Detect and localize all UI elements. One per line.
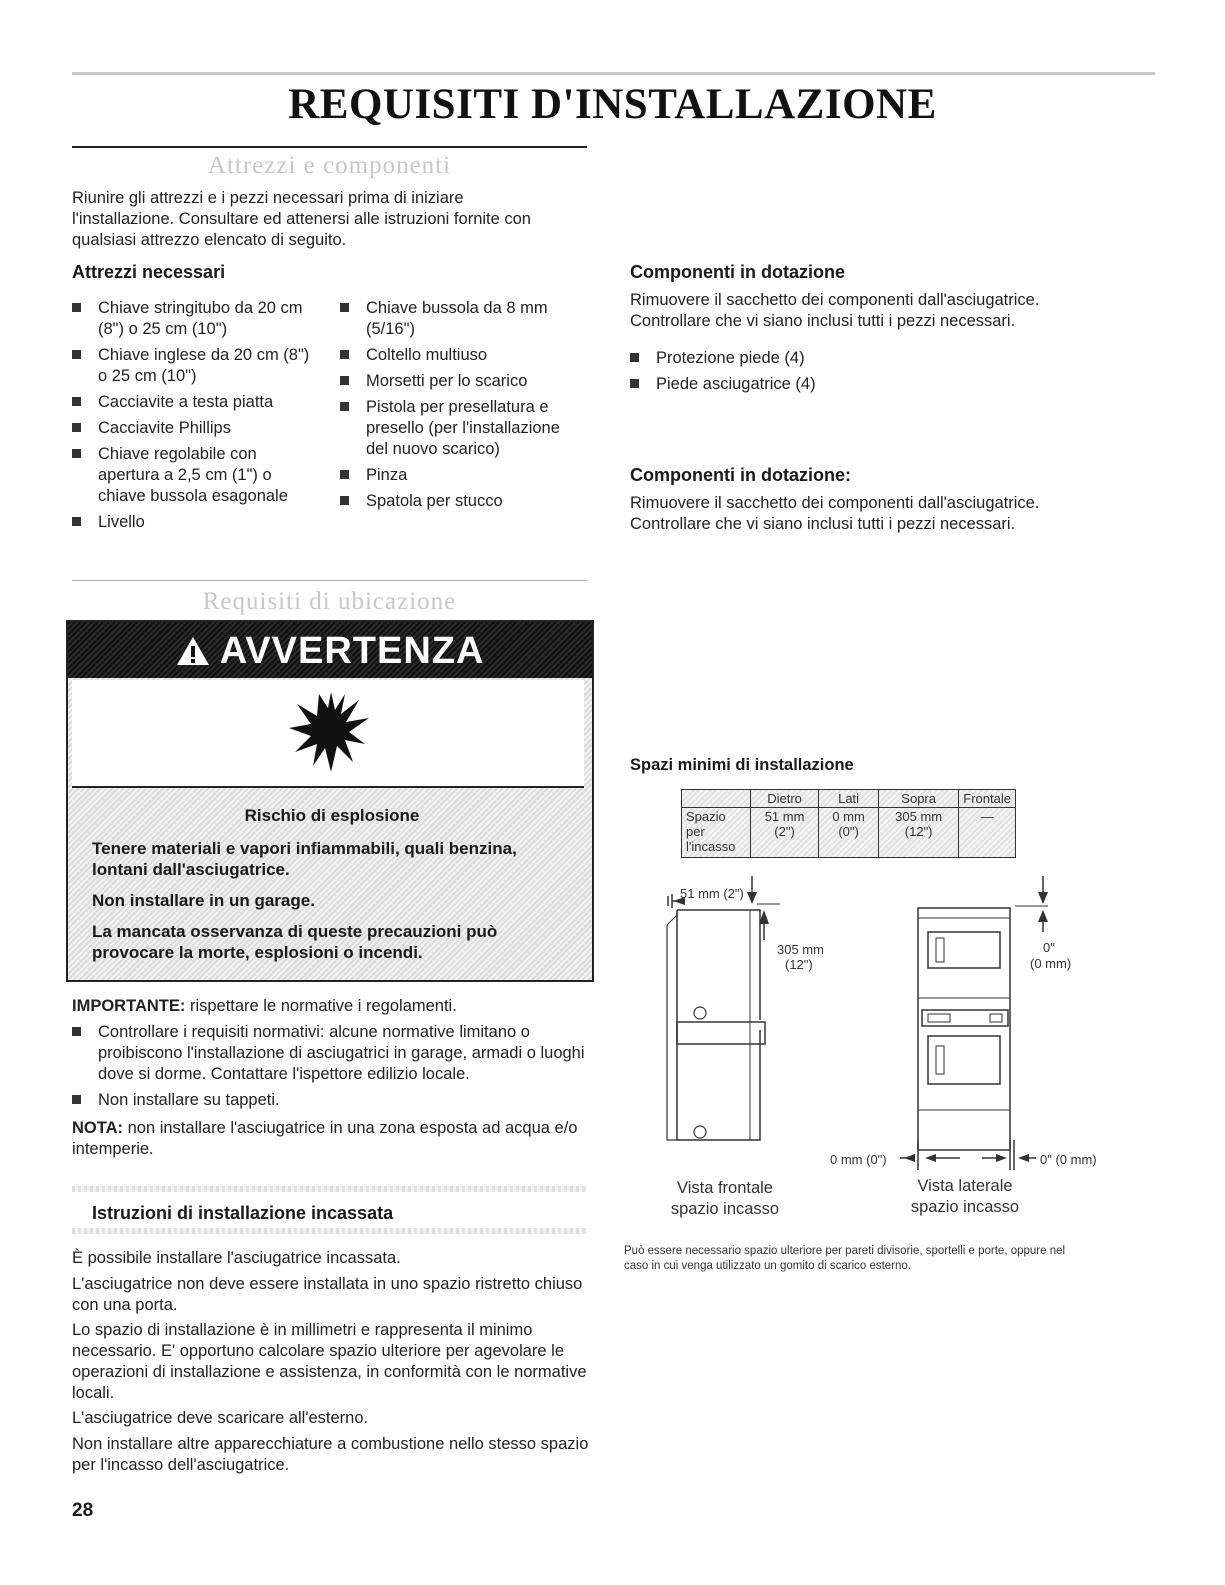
warning-subtitle: Rischio di esplosione (244, 806, 420, 825)
warning-header (68, 622, 592, 678)
important-list (72, 1022, 592, 1116)
list-item: Chiave stringitubo da 20 cm (8") o 25 cm (10") (72, 298, 322, 340)
warning-line: Non installare in un garage. (92, 891, 315, 910)
important-note: IMPORTANTE: rispettare le normative i regolamenti. (72, 997, 457, 1015)
warning-line: Tenere materiali e vapori infiammabili, quali benzina, lontani dall'asciugatrice. (92, 839, 517, 879)
recessed-heading: Istruzioni di installazione incassata (92, 1203, 394, 1223)
tools-heading: Attrezzi necessari (72, 262, 226, 282)
recessed-p3: Lo spazio di installazione è in millimetri e rappresenta il minimo necessario. E' opportuno calcolare spazio ulteriore per agevolare le operazioni di installazione e assistenza, in conformità con le normative locali. (72, 1321, 587, 1402)
dim-top-b: (12") (785, 957, 813, 972)
table-row-label: Spazio per l'incasso (682, 808, 751, 858)
recessed-p2: L'asciugatrice non deve essere installata in uno spazio ristretto chiuso con una porta. (72, 1275, 583, 1314)
dim-bottom-left: 0 mm (0") (830, 1152, 887, 1167)
table-header (682, 790, 751, 808)
list-item: Cacciavite a testa piatta (72, 392, 322, 413)
side-view-diagram (900, 870, 1070, 1170)
list-item: Livello (72, 512, 322, 533)
table-header: Lati (819, 790, 879, 808)
section-title-tools: Attrezzi e componenti (207, 152, 452, 179)
recessed-p5: Non installare altre apparecchiature a combustione nello stesso spazio per l'incasso dell'asciugatrice. (72, 1435, 589, 1474)
recessed-p1: È possibile installare l'asciugatrice incassata. (72, 1249, 401, 1267)
list-item: Morsetti per lo scarico (340, 371, 585, 392)
page-number: 28 (72, 1500, 94, 1521)
list-item: Spatola per stucco (340, 491, 585, 512)
front-view-diagram (655, 870, 795, 1160)
warning-line: La mancata osservanza di queste precauzioni può provocare la morte, esplosioni o incendi. (92, 922, 498, 962)
list-item: Coltello multiuso (340, 345, 585, 366)
list-item: Non installare su tappeti. (72, 1090, 592, 1111)
explosion-icon-panel (72, 680, 584, 788)
clearances-footnote: Può essere necessario spazio ulteriore per pareti divisorie, sportelli e porte, oppure nel caso in cui venga utilizzato un gomito di scarico esterno. (624, 1245, 1066, 1272)
clearances-heading: Spazi minimi di installazione (630, 756, 854, 774)
section-band (72, 1228, 587, 1234)
table-cell: 51 mm (2") (751, 808, 819, 858)
tools-list-col1 (72, 298, 322, 538)
explosion-icon (283, 688, 373, 778)
warning-triangle-icon (176, 636, 210, 666)
dim-top-a: 305 mm (777, 942, 824, 957)
dim-side-left: 51 mm (2") (680, 886, 744, 901)
tools-intro: Riunire gli attrezzi e i pezzi necessari prima di iniziare l'installazione. Consultare ed attenersi alle istruzioni fornite con qualsiasi attrezzo elencato di seguito. (72, 189, 531, 249)
list-item: Chiave regolabile con apertura a 2,5 cm (1") o chiave bussola esagonale (72, 444, 322, 507)
section-rule (72, 580, 587, 581)
clearances-table (681, 789, 1016, 858)
tools-list-col2 (340, 298, 585, 517)
list-item: Pinza (340, 465, 585, 486)
list-item: Cacciavite Phillips (72, 418, 322, 439)
components-list (630, 348, 1030, 400)
components-text: Rimuovere il sacchetto dei componenti dall'asciugatrice. Controllare che vi siano inclusi tutti i pezzi necessari. (630, 291, 1040, 330)
recessed-p4: L'asciugatrice deve scaricare all'esterno. (72, 1409, 369, 1427)
dim-front-top-b: (0 mm) (1030, 956, 1072, 971)
caption-front-view: Vista frontale spazio incasso (670, 1179, 780, 1218)
top-rule (72, 72, 1155, 75)
dim-front-top-a: 0" (1043, 940, 1055, 955)
table-cell: 0 mm (0") (819, 808, 879, 858)
list-item: Chiave bussola da 8 mm (5/16") (340, 298, 585, 340)
nota: NOTA: non installare l'asciugatrice in una zona esposta ad acqua e/o intemperie. (72, 1119, 578, 1158)
warning-box (66, 620, 594, 982)
list-item: Piede asciugatrice (4) (630, 374, 1030, 395)
page-title: REQUISITI D'INSTALLAZIONE (288, 81, 937, 128)
table-cell: — (959, 808, 1016, 858)
components-heading: Componenti in dotazione (630, 262, 845, 282)
components-heading-2: Componenti in dotazione: (630, 465, 851, 485)
list-item: Pistola per presellatura e presello (per l'installazione del nuovo scarico) (340, 397, 585, 460)
table-header: Dietro (751, 790, 819, 808)
table-header: Frontale (959, 790, 1016, 808)
dim-bottom-right: 0" (0 mm) (1040, 1152, 1097, 1167)
caption-side-view: Vista laterale spazio incasso (910, 1177, 1020, 1216)
list-item: Protezione piede (4) (630, 348, 1030, 369)
components-text-2: Rimuovere il sacchetto dei componenti dall'asciugatrice. Controllare che vi siano inclusi tutti i pezzi necessari. (630, 494, 1040, 533)
section-title-location: Requisiti di ubicazione (202, 588, 457, 615)
table-header: Sopra (879, 790, 959, 808)
list-item: Chiave inglese da 20 cm (8") o 25 cm (10") (72, 345, 322, 387)
section-band (72, 1186, 587, 1192)
warning-title: AVVERTENZA (68, 630, 592, 673)
table-cell: 305 mm (12") (879, 808, 959, 858)
section-rule (72, 146, 587, 148)
list-item: Controllare i requisiti normativi: alcune normative limitano o proibiscono l'installazione di asciugatrici in garage, armadi o luoghi dove si dorme. Contattare l'ispettore edilizio locale. (72, 1022, 592, 1085)
